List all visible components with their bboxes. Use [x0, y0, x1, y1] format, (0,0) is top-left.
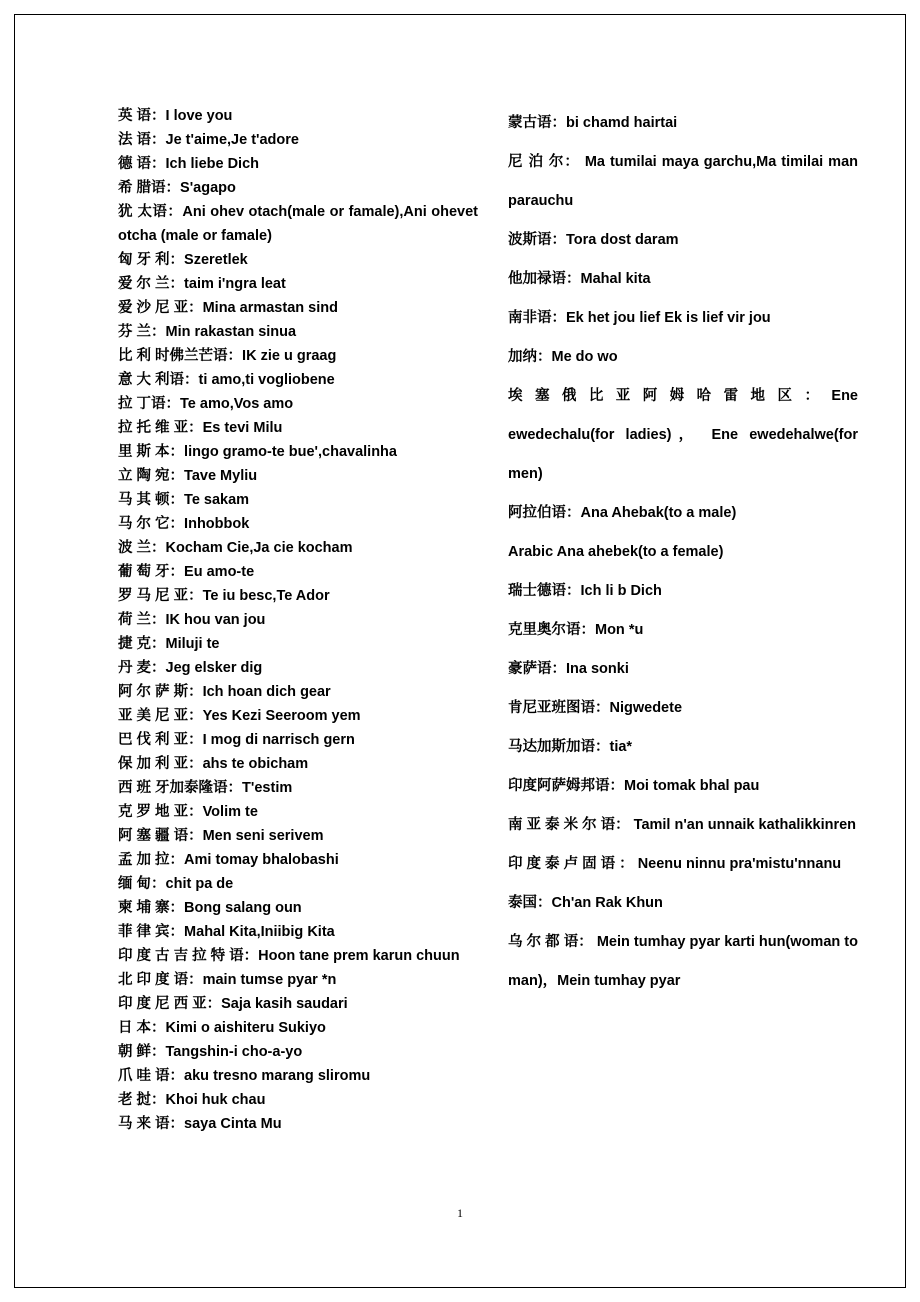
list-item: 匈 牙 利：Szeretlek	[118, 252, 248, 268]
list-item: 爱 尔 兰：taim i'ngra leat	[118, 276, 286, 292]
list-item: 菲 律 宾：Mahal Kita,Iniibig Kita	[118, 924, 335, 940]
list-item: 蒙古语：bi chamd hairtai	[508, 115, 678, 131]
list-item: 南非语：Ek het jou lief Ek is lief vir jou	[508, 310, 771, 326]
list-item: 拉 丁语：Te amo,Vos amo	[118, 396, 294, 412]
list-item: 里 斯 本：lingo gramo-te bue',chavalinha	[118, 444, 397, 460]
list-item: 克 罗 地 亚：Volim te	[118, 804, 258, 820]
list-item: 马 来 语：saya Cinta Mu	[118, 1116, 282, 1132]
list-item: 希 腊语：S'agapo	[118, 180, 236, 196]
list-item: 阿 尔 萨 斯：Ich hoan dich gear	[118, 684, 331, 700]
list-item: 印度阿萨姆邦语：Moi tomak bhal pau	[508, 778, 760, 794]
page-number: 1	[457, 1206, 463, 1220]
list-item: 立 陶 宛：Tave Myliu	[118, 468, 258, 484]
list-item: 马达加斯加语：tia*	[508, 739, 633, 755]
list-item: 老 挝：Khoi huk chau	[118, 1092, 266, 1108]
list-item: 豪萨语：Ina sonki	[508, 661, 629, 677]
list-item: 巴 伐 利 亚：I mog di narrisch gern	[118, 732, 355, 748]
list-item: 西 班 牙加泰隆语：T'estim	[118, 780, 293, 796]
list-item: 捷 克：Miluji te	[118, 636, 220, 652]
list-item: 南 亚 泰 米 尔 语： Tamil n'an unnaik kathalikkinren	[508, 817, 857, 833]
list-item: 马 其 顿：Te sakam	[118, 492, 250, 508]
list-item: 日 本：Kimi o aishiteru Sukiyo	[118, 1020, 326, 1036]
list-item: 波 兰：Kocham Cie,Ja cie kocham	[118, 540, 353, 556]
list-item: 印 度 泰 卢 固 语 ： Neenu ninnu pra'mistu'nnanu	[508, 856, 842, 872]
list-item: 犹 太语：Ani ohev otach(male or famale),Ani ohevet otcha (male or famale)	[118, 204, 478, 244]
list-item: Arabic Ana ahebek(to a female)	[508, 544, 724, 560]
list-item: 亚 美 尼 亚：Yes Kezi Seeroom yem	[118, 708, 361, 724]
list-item: 加纳：Me do wo	[508, 349, 618, 365]
list-item: 拉 托 维 亚：Es tevi Milu	[118, 420, 283, 436]
two-column-body	[118, 104, 858, 1204]
list-item: 波斯语：Tora dost daram	[508, 232, 679, 248]
list-item: 阿 塞 疆 语：Men seni serivem	[118, 828, 324, 844]
list-item: 柬 埔 寨：Bong salang oun	[118, 900, 302, 916]
list-item: 马 尔 它：Inhobbok	[118, 516, 250, 532]
list-item: 葡 萄 牙：Eu amo-te	[118, 564, 255, 580]
list-item: 意 大 利语：ti amo,ti vogliobene	[118, 372, 335, 388]
right-column	[508, 104, 858, 1204]
list-item: 英 语：I love you	[118, 108, 233, 124]
list-item: 爪 哇 语：aku tresno marang sliromu	[118, 1068, 371, 1084]
list-item: 比 利 时佛兰芒语：IK zie u graag	[118, 348, 337, 364]
list-item: 保 加 利 亚：ahs te obicham	[118, 756, 309, 772]
list-item: 阿拉伯语：Ana Ahebak(to a male)	[508, 505, 737, 521]
list-item: 他加禄语：Mahal kita	[508, 271, 651, 287]
list-item: 印 度 尼 西 亚：Saja kasih saudari	[118, 996, 348, 1012]
list-item: 尼 泊 尔： Ma tumilai maya garchu,Ma timilai man parauchu	[508, 154, 858, 209]
list-item: 克里奥尔语：Mon *u	[508, 622, 644, 638]
list-item: 爱 沙 尼 亚：Mina armastan sind	[118, 300, 338, 316]
list-item: 罗 马 尼 亚：Te iu besc,Te Ador	[118, 588, 330, 604]
list-item: 印 度 古 吉 拉 特 语：Hoon tane prem karun chuun	[118, 948, 460, 964]
list-item: 芬 兰：Min rakastan sinua	[118, 324, 297, 340]
list-item: 法 语：Je t'aime,Je t'adore	[118, 132, 299, 148]
list-item: 埃 塞 俄 比 亚 阿 姆 哈 雷 地 区 ： Ene ewedechalu(for ladies)， Ene ewedehalwe(for men)	[508, 388, 858, 482]
list-item: 荷 兰：IK hou van jou	[118, 612, 266, 628]
list-item: 孟 加 拉：Ami tomay bhalobashi	[118, 852, 339, 868]
list-item: 朝 鲜：Tangshin-i cho-a-yo	[118, 1044, 303, 1060]
left-column	[118, 104, 478, 1204]
list-item: 丹 麦：Jeg elsker dig	[118, 660, 263, 676]
list-item: 肯尼亚班图语：Nigwedete	[508, 700, 683, 716]
list-item: 乌 尔 都 语： Mein tumhay pyar karti hun(woman to man)，Mein tumhay pyar	[508, 934, 858, 989]
list-item: 瑞士德语：Ich li b Dich	[508, 583, 662, 599]
list-item: 泰国：Ch'an Rak Khun	[508, 895, 663, 911]
list-item: 缅 甸：chit pa de	[118, 876, 234, 892]
list-item: 北 印 度 语：main tumse pyar *n	[118, 972, 337, 988]
list-item: 德 语：Ich liebe Dich	[118, 156, 259, 172]
